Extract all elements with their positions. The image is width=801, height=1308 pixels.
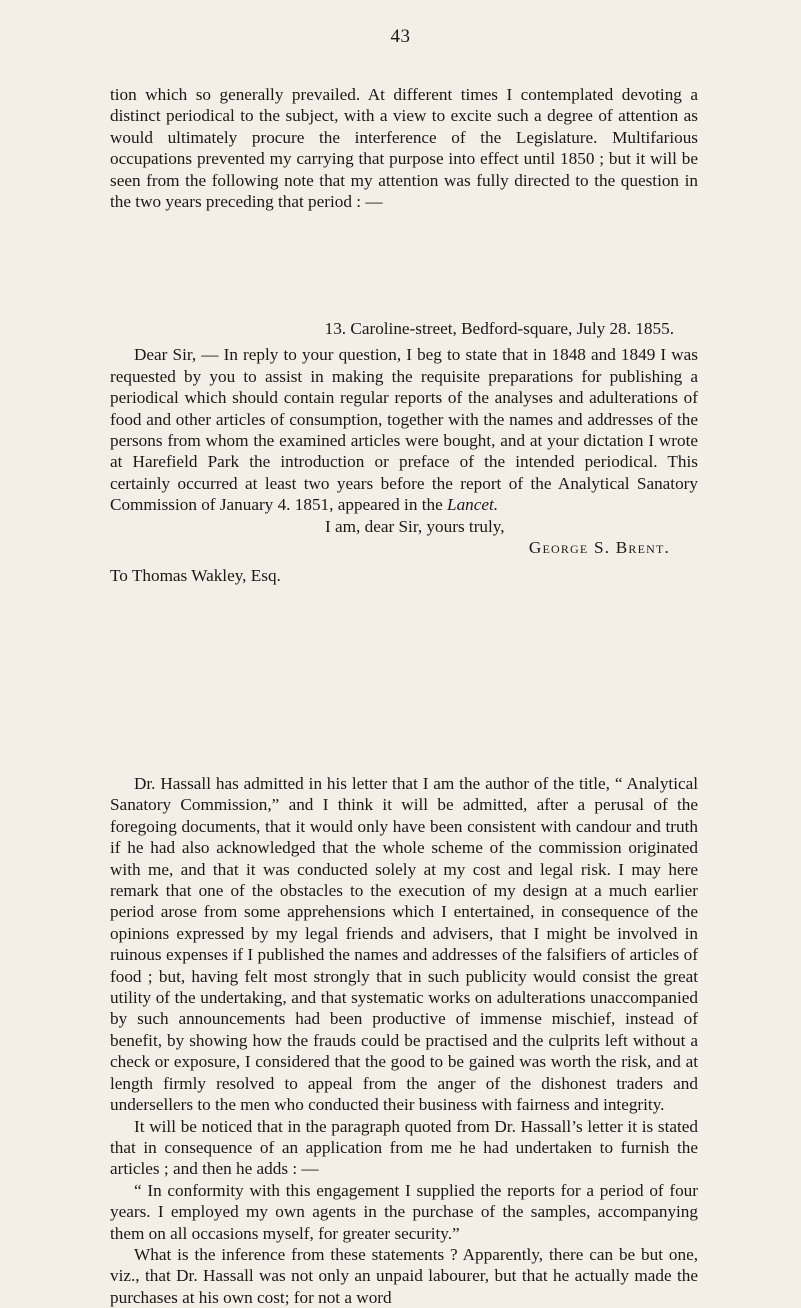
letter-address: 13. Caroline-street, Bedford-square, July 28. 1855. (324, 319, 674, 338)
intro-section (110, 84, 698, 212)
intro-paragraph: tion which so generally prevailed. At different times I contemplated devoting a distinct periodical to the subject, with a view to excite such a degree of attention as would ultimately procure the interference of the Legislature. Multifarious occupations prevented my carrying that purpose into effect until 1850 ; but it will be seen from the following note that my attention was fully directed to the question in the two years preceding that period : — (110, 85, 698, 212)
commentary-paragraph-2: It will be noticed that in the paragraph quoted from Dr. Hassall’s letter it is stated that in consequence of an application from me he had undertaken to furnish the articles ; and then he adds : — (110, 1116, 698, 1179)
letter-body (110, 344, 698, 515)
letter-signature: George S. Brent. (528, 538, 670, 558)
letter-body-text: Dear Sir, — In reply to your question, I beg to state that in 1848 and 1849 I was requested by you to assist in making the requisite preparations for publishing a periodical which should contain regular reports of the analyses and adulterations of food and other articles of consumption, together with the names and addresses of the persons from whom the examined articles were bought, and at your dictation I wrote at Harefield Park the introduction or preface of the intended periodical. This certainly occurred at least two years before the report of the Analytical Sanatory Commission of January 4. 1851, appeared in the (110, 345, 698, 515)
letter-closing: I am, dear Sir, yours truly, (325, 516, 505, 536)
letter-section (110, 318, 698, 587)
hassall-quote: “ In conformity with this engagement I supplied the reports for a period of four years. I employed my own agents in the purchase of the samples, accompanying them on all occasions myself, for greater security.” (110, 1180, 698, 1243)
commentary-paragraph-1: Dr. Hassall has admitted in his letter that I am the author of the title, “ Analytical Sanatory Commission,” and I think it will be admitted, after a perusal of the foregoing documents, that it would only have been consistent with candour and truth if he had also acknowledged that the whole scheme of the commission originated with me, and that it was conducted solely at my cost and legal risk. I may here remark that one of the obstacles to the execution of my design at a much earlier period arose from some apprehensions which I entertained, in consequence of the opinions expressed by my legal friends and advisers, that I might be involved in ruinous expenses if I published the names and addresses of the falsifiers of articles of food ; but, having felt most strongly that in such publicity would consist the great utility of the undertaking, and that systematic works on adulterations unaccompanied by such announcements had been productive of immense mischief, instead of benefit, by showing how the frauds could be practised and the culprits left without a check or exposure, I considered that the good to be gained was worth the risk, and at length firmly resolved to appeal from the anger of the dishonest traders and undersellers to the men who conducted their business with fairness and integrity. (110, 774, 698, 1115)
letter-recipient: To Thomas Wakley, Esq. (110, 566, 281, 586)
lancet-title: Lancet. (447, 495, 499, 515)
commentary-section (110, 773, 698, 1308)
commentary-paragraph-3: What is the inference from these statements ? Apparently, there can be but one, viz., that Dr. Hassall was not only an unpaid labourer, but that he actually made the purchases at his own cost; for not a word (110, 1244, 698, 1307)
page-number: 43 (390, 26, 411, 47)
